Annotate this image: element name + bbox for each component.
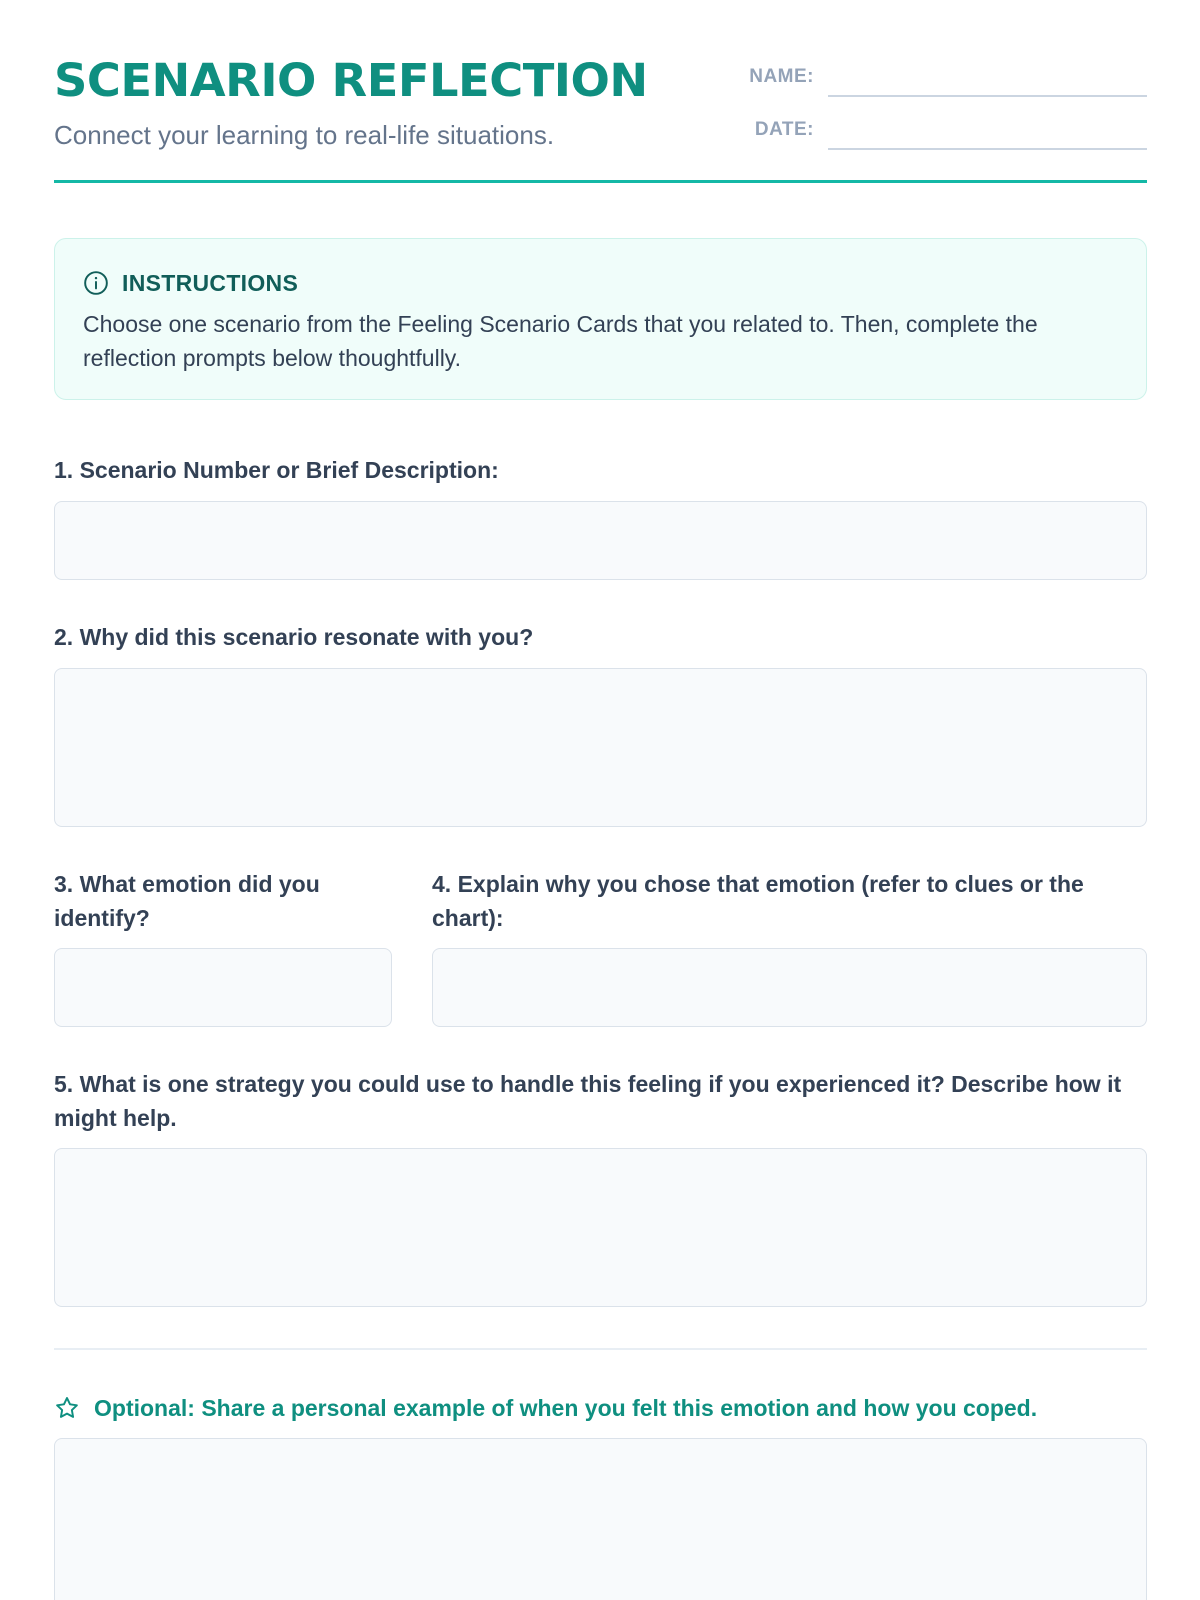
worksheet-header	[54, 54, 1147, 184]
name-field[interactable]	[828, 95, 1147, 97]
header-divider	[54, 180, 1147, 183]
optional-label: Optional: Share a personal example of when you felt this emotion and how you coped.	[94, 1394, 1038, 1421]
section-divider	[54, 1348, 1147, 1350]
date-label: DATE:	[754, 119, 814, 140]
question-4-answer[interactable]	[432, 948, 1147, 1027]
question-3-answer[interactable]	[54, 948, 392, 1027]
name-label: NAME:	[749, 66, 814, 87]
star-icon	[54, 1395, 80, 1421]
optional-answer[interactable]	[54, 1438, 1147, 1600]
info-icon	[83, 270, 109, 296]
question-2-answer[interactable]	[54, 668, 1147, 827]
page-subtitle: Connect your learning to real-life situations.	[54, 120, 555, 150]
question-1-answer[interactable]	[54, 501, 1147, 580]
worksheet-page	[54, 0, 1147, 1600]
instructions-box	[54, 238, 1147, 400]
date-row	[734, 111, 1147, 151]
question-5-label: 5. What is one strategy you could use to handle this feeling if you experienced it? Describe how it might help.	[54, 1071, 1122, 1131]
question-5-answer[interactable]	[54, 1148, 1147, 1307]
instructions-text: Choose one scenario from the Feeling Scenario Cards that you related to. Then, complete the reflection prompts below thoughtfully.	[83, 311, 1038, 371]
instructions-heading	[83, 269, 298, 297]
question-4-label: 4. Explain why you chose that emotion (refer to clues or the chart):	[432, 871, 1084, 931]
page-title: SCENARIO REFLECTION	[54, 54, 648, 107]
question-2-label: 2. Why did this scenario resonate with you?	[54, 624, 534, 650]
question-1-label: 1. Scenario Number or Brief Description:	[54, 457, 499, 483]
question-3-label: 3. What emotion did you identify?	[54, 871, 320, 931]
optional-prompt	[54, 1391, 1037, 1425]
date-field[interactable]	[828, 148, 1147, 150]
instructions-title: INSTRUCTIONS	[122, 269, 299, 296]
name-row	[734, 58, 1147, 98]
